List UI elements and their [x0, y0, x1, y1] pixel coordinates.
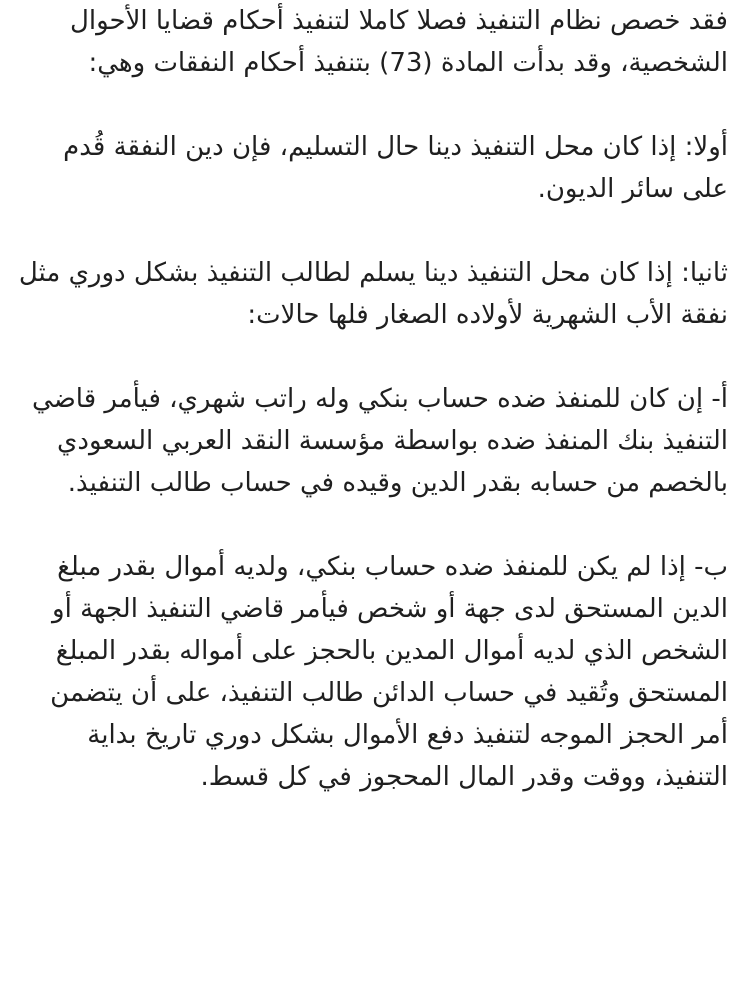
paragraph-case-b: ب- إذا لم يكن للمنفذ ضده حساب بنكي، ولديه أموال بقدر مبلغ الدين المستحق لدى جهة أو شخص فيأمر قاضي التنفيذ الجهة أو الشخص الذي لديه أموال المدين بالحجز على أمواله بقدر المبلغ المستحق وتُقيد في حساب الدائن طالب التنفيذ، على أن يتضمن أمر الحجز الموجه لتنفيذ دفع الأموال بشكل دوري تاريخ بداية التنفيذ، ووقت وقدر المال المحجوز في كل قسط. — [50, 552, 728, 792]
paragraph-case-a: أ- إن كان للمنفذ ضده حساب بنكي وله راتب شهري، فيأمر قاضي التنفيذ بنك المنفذ ضده بواسطة مؤسسة النقد العربي السعودي بالخصم من حسابه بقدر الدين وقيده في حساب طالب التنفيذ. — [32, 384, 728, 498]
paragraph-intro: فقد خصص نظام التنفيذ فصلا كاملا لتنفيذ أحكام قضايا الأحوال الشخصية، وقد بدأت المادة (73) بتنفيذ أحكام النفقات وهي: — [69, 6, 728, 78]
paragraph-first-case: أولا: إذا كان محل التنفيذ دينا حال التسليم، فإن دين النفقة قُدم على سائر الديون. — [63, 132, 728, 204]
paragraph-second-case: ثانيا: إذا كان محل التنفيذ دينا يسلم لطالب التنفيذ بشكل دوري مثل نفقة الأب الشهرية لأولاده الصغار فلها حالات: — [18, 258, 728, 330]
